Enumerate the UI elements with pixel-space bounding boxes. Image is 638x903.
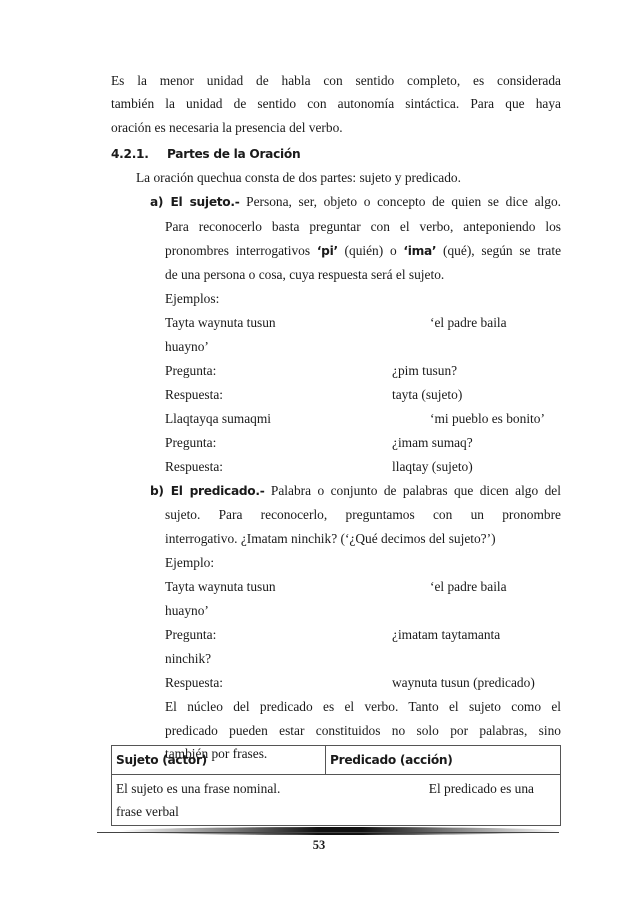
answer-1-label: Respuesta:	[165, 387, 224, 402]
answer-b-label: Respuesta:	[165, 675, 224, 690]
intro-line-3: oración es necesaria la presencia del verbo.	[111, 120, 343, 135]
nucleus-line-1: El núcleo del predicado es el verbo. Tanto el sujeto como el	[165, 699, 561, 714]
example-label: Ejemplo:	[165, 555, 215, 570]
section-number: 4.2.1.	[111, 147, 149, 161]
part-b-line-1	[150, 482, 561, 500]
part-b-heading: b) El predicado.-	[150, 484, 265, 498]
question-2-label: Pregunta:	[165, 435, 217, 450]
question-1-value: ¿pim tusun?	[392, 363, 458, 378]
example-b-spanish: ‘el padre baila	[430, 579, 507, 594]
footer-line	[97, 832, 559, 833]
question-1-label: Pregunta:	[165, 363, 217, 378]
section-intro: La oración quechua consta de dos partes: sujeto y predicado.	[136, 170, 461, 185]
part-b-line-2: sujeto. Para reconocerlo, preguntamos con un pronombre	[165, 507, 561, 522]
table-header-subject: Sujeto (actor)	[112, 746, 326, 775]
table-row	[112, 775, 561, 826]
examples-label: Ejemplos:	[165, 291, 220, 306]
answer-1-value: tayta (sujeto)	[392, 387, 463, 402]
part-a-line-3-post: (qué), según se trate	[443, 243, 562, 258]
example-2-spanish: ‘mi pueblo es bonito’	[430, 411, 545, 426]
answer-2-label: Respuesta:	[165, 459, 224, 474]
nucleus-line-2: predicado pueden estar constituidos no solo por palabras, sino	[165, 723, 561, 738]
table-cell-predicate: El predicado es una	[428, 781, 534, 796]
part-a-heading: a) El sujeto.-	[150, 195, 240, 209]
term-quien: (quién) o	[344, 243, 397, 258]
table-cell-cont: frase verbal	[116, 804, 179, 819]
example-b-quechua: Tayta waynuta tusun	[165, 579, 276, 594]
section-title: Partes de la Oración	[167, 147, 301, 161]
example-1-cont: huayno’	[165, 339, 209, 354]
part-a-line-1	[150, 193, 561, 211]
part-b-line-3: interrogativo. ¿Imatam ninchik? (‘¿Qué decimos del sujeto?’)	[165, 531, 496, 546]
example-1-quechua: Tayta waynuta tusun	[165, 315, 276, 330]
part-a-line-1-text: Persona, ser, objeto o concepto de quien se dice algo.	[246, 194, 561, 209]
answer-b-value: waynuta tusun (predicado)	[392, 675, 535, 690]
question-b-value: ¿imatam taytamanta	[392, 627, 501, 642]
term-pi: ‘pi’	[316, 244, 338, 258]
part-a-line-4: de una persona o cosa, cuya respuesta será el sujeto.	[165, 267, 445, 282]
question-b-label: Pregunta:	[165, 627, 217, 642]
intro-line-1: Es la menor unidad de habla con sentido completo, es considerada	[111, 73, 561, 88]
answer-2-value: llaqtay (sujeto)	[392, 459, 473, 474]
subject-predicate-table	[111, 745, 561, 826]
question-b-cont: ninchik?	[165, 651, 212, 666]
nucleus-line-3: también por frases.	[165, 746, 268, 761]
part-a-line-3-pre: pronombres interrogativos	[165, 243, 311, 258]
example-b-cont: huayno’	[165, 603, 209, 618]
table-cell-subject: El sujeto es una frase nominal.	[116, 781, 281, 796]
part-a-line-3	[165, 242, 561, 260]
example-2-quechua: Llaqtayqa sumaqmi	[165, 411, 271, 426]
example-1-spanish: ‘el padre baila	[430, 315, 507, 330]
question-2-value: ¿imam sumaq?	[392, 435, 473, 450]
table-header-predicate: Predicado (acción)	[326, 746, 561, 775]
intro-line-2: también la unidad de sentido con autonomía sintáctica. Para que haya	[111, 96, 561, 111]
footer-rule	[120, 827, 560, 835]
part-b-line-1-text: Palabra o conjunto de palabras que dicen algo del	[270, 483, 561, 498]
page-number: 53	[312, 838, 326, 852]
part-a-line-2: Para reconocerlo basta preguntar con el verbo, anteponiendo los	[165, 219, 561, 234]
term-ima: ‘ima’	[403, 244, 437, 258]
